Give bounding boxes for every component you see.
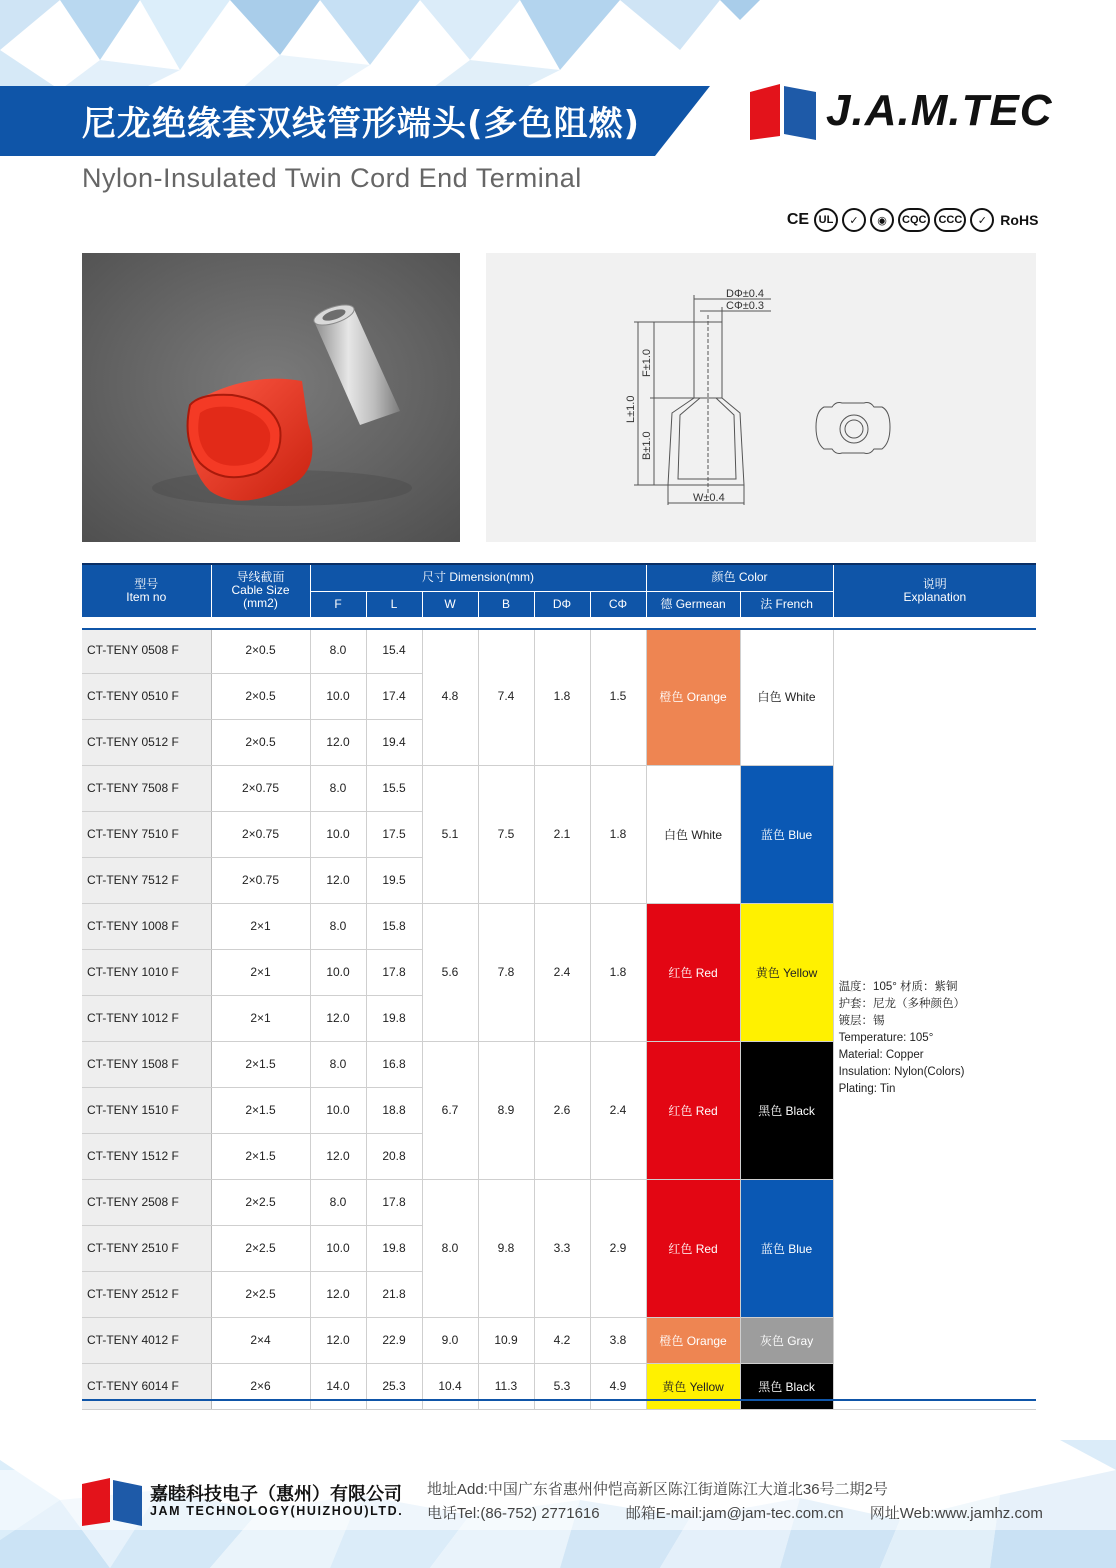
dim-l-cell: 19.8 [366,1225,422,1271]
item-no-cell: CT-TENY 1010 F [82,949,211,995]
cable-size-cell: 2×1.5 [211,1087,310,1133]
dim-d-cell: 2.6 [534,1041,590,1179]
dim-c-cell: 1.8 [590,765,646,903]
company-web[interactable]: 网址Web:www.jamhz.com [869,1505,1043,1522]
dim-w-cell: 6.7 [422,1041,478,1179]
dim-d-label: DΦ±0.4 [726,288,765,300]
dim-f-cell: 8.0 [310,765,366,811]
cable-size-cell: 2×1 [211,949,310,995]
header-b: B [478,591,534,617]
german-color-cell: 橙色 Orange [646,628,740,766]
header-cable: 导线截面 Cable Size (mm2) [211,565,310,617]
item-no-cell: CT-TENY 1510 F [82,1087,211,1133]
item-no-cell: CT-TENY 7512 F [82,857,211,903]
page-subtitle: Nylon-Insulated Twin Cord End Terminal [82,163,582,193]
dim-w-cell: 8.0 [422,1179,478,1317]
cable-size-cell: 2×0.75 [211,857,310,903]
item-no-cell: CT-TENY 1012 F [82,995,211,1041]
dim-w-cell: 5.1 [422,765,478,903]
dim-l-cell: 18.8 [366,1087,422,1133]
dim-b-cell: 7.4 [478,628,534,766]
dim-l-cell: 17.8 [366,949,422,995]
explanation-cell [833,628,1036,1410]
dim-l-cell: 17.8 [366,1179,422,1225]
dim-c-label: CΦ±0.3 [726,300,765,312]
french-color-cell: 灰色 Gray [740,1317,833,1363]
explanation-line: 护套：尼龙（多种颜色） [838,997,966,1010]
header-explanation: 说明 Explanation [833,565,1036,617]
explanation-line: 镀层：锡 [838,1014,885,1027]
dim-l-cell: 19.5 [366,857,422,903]
german-color-cell: 橙色 Orange [646,1317,740,1363]
dim-d-cell: 4.2 [534,1317,590,1363]
cable-size-cell: 2×0.75 [211,811,310,857]
header-l: L [366,591,422,617]
cable-size-cell: 2×1.5 [211,1133,310,1179]
french-color-cell: 黑色 Black [740,1363,833,1409]
cable-size-cell: 2×1 [211,995,310,1041]
dim-w-cell: 9.0 [422,1317,478,1363]
dim-l-cell: 22.9 [366,1317,422,1363]
explanation-line: Insulation: Nylon(Colors) [838,1065,965,1078]
french-color-cell: 白色 White [740,628,833,766]
dim-w-label: W±0.4 [693,492,725,504]
dim-w-cell: 5.6 [422,903,478,1041]
dim-b-cell: 11.3 [478,1363,534,1409]
cqc-mark-icon: CQC [898,208,930,232]
company-name-cn: 嘉睦科技电子（惠州）有限公司 [150,1484,402,1505]
dim-l-cell: 25.3 [366,1363,422,1409]
header-c: CΦ [590,591,646,617]
cable-size-cell: 2×2.5 [211,1225,310,1271]
dim-f-cell: 12.0 [310,719,366,765]
table-gap [82,617,1036,628]
header-german: 德 Germean [646,591,740,617]
dim-f-cell: 8.0 [310,1179,366,1225]
footer-logo [82,1478,144,1526]
dim-w-cell: 4.8 [422,628,478,766]
page-title: 尼龙绝缘套双线管形端头(多色阻燃) [82,104,641,144]
dim-l-cell: 17.5 [366,811,422,857]
dim-l-cell: 15.5 [366,765,422,811]
brand-name: J.A.M.TEC [826,86,1053,135]
dim-c-cell: 1.5 [590,628,646,766]
cable-size-cell: 2×4 [211,1317,310,1363]
cable-size-cell: 2×2.5 [211,1179,310,1225]
german-color-cell: 红色 Red [646,1179,740,1317]
table-body [82,617,1036,1409]
dim-l-cell: 21.8 [366,1271,422,1317]
check-mark-icon: ✓ [842,208,866,232]
dim-f-cell: 12.0 [310,995,366,1041]
item-no-cell: CT-TENY 4012 F [82,1317,211,1363]
dim-d-cell: 2.1 [534,765,590,903]
table-row [82,628,1036,674]
dim-c-cell: 1.8 [590,903,646,1041]
dim-f-cell: 10.0 [310,1225,366,1271]
german-color-cell: 红色 Red [646,903,740,1041]
item-no-cell: CT-TENY 7510 F [82,811,211,857]
explanation-line: Material: Copper [838,1048,924,1061]
dim-d-cell: 3.3 [534,1179,590,1317]
dim-b-cell: 7.8 [478,903,534,1041]
dim-l-cell: 16.8 [366,1041,422,1087]
german-color-cell: 黄色 Yellow [646,1363,740,1409]
item-no-cell: CT-TENY 2508 F [82,1179,211,1225]
ul-mark-icon: UL [814,208,838,232]
dim-d-cell: 5.3 [534,1363,590,1409]
company-address: 地址Add:中国广东省惠州仲恺高新区陈江街道陈江大道北36号二期2号 [427,1481,888,1498]
dim-l-cell: 20.8 [366,1133,422,1179]
header-item: 型号 Item no [82,565,211,617]
item-no-cell: CT-TENY 0510 F [82,673,211,719]
dim-f-cell: 12.0 [310,1317,366,1363]
dim-f-cell: 14.0 [310,1363,366,1409]
dim-l-label: L±1.0 [625,395,637,423]
dim-d-cell: 1.8 [534,628,590,766]
header-color: 颜色 Color [646,565,833,591]
dim-f-cell: 10.0 [310,1087,366,1133]
dim-f-cell: 8.0 [310,628,366,674]
dim-c-cell: 4.9 [590,1363,646,1409]
company-email[interactable]: 邮箱E-mail:jam@jam-tec.com.cn [625,1505,844,1522]
item-no-cell: CT-TENY 7508 F [82,765,211,811]
cable-size-cell: 2×1 [211,903,310,949]
item-no-cell: CT-TENY 1512 F [82,1133,211,1179]
shield-mark-icon: ◉ [870,208,894,232]
company-contact [427,1502,1043,1523]
explanation-line: Plating: Tin [838,1082,896,1095]
dim-b-cell: 7.5 [478,765,534,903]
dim-f-cell: 8.0 [310,903,366,949]
dim-c-cell: 2.9 [590,1179,646,1317]
german-color-cell: 白色 White [646,765,740,903]
item-no-cell: CT-TENY 6014 F [82,1363,211,1409]
dim-f-cell: 10.0 [310,673,366,719]
item-no-cell: CT-TENY 2510 F [82,1225,211,1271]
cable-size-cell: 2×0.75 [211,765,310,811]
ccc-mark-icon: CCC [934,208,966,232]
cable-size-cell: 2×2.5 [211,1271,310,1317]
product-photo [82,253,460,542]
ce-mark-icon: CE [786,211,810,228]
german-color-cell: 红色 Red [646,1041,740,1179]
dim-l-cell: 17.4 [366,673,422,719]
dim-w-cell: 10.4 [422,1363,478,1409]
header-decoration [0,0,1116,90]
header-w: W [422,591,478,617]
dim-l-cell: 15.8 [366,903,422,949]
dim-c-cell: 2.4 [590,1041,646,1179]
dim-f-cell: 12.0 [310,1271,366,1317]
dim-f-cell: 10.0 [310,949,366,995]
item-no-cell: CT-TENY 2512 F [82,1271,211,1317]
company-tel: 电话Tel:(86-752) 2771616 [427,1505,600,1522]
header-f: F [310,591,366,617]
header-underline [82,628,1036,630]
cable-size-cell: 2×0.5 [211,719,310,765]
dim-b-cell: 9.8 [478,1179,534,1317]
french-color-cell: 黑色 Black [740,1041,833,1179]
header-french: 法 French [740,591,833,617]
header-dimension: 尺寸 Dimension(mm) [310,565,646,591]
french-color-cell: 蓝色 Blue [740,765,833,903]
cable-size-cell: 2×6 [211,1363,310,1409]
dim-l-cell: 19.8 [366,995,422,1041]
header-d: DΦ [534,591,590,617]
cable-size-cell: 2×1.5 [211,1041,310,1087]
explanation-line: 温度：105° 材质：紫铜 [838,980,958,993]
certification-marks [786,206,1038,234]
explanation-line: Temperature: 105° [838,1031,934,1044]
spec-table [82,565,1036,1410]
dim-f-cell: 12.0 [310,857,366,903]
item-no-cell: CT-TENY 1008 F [82,903,211,949]
dim-b-cell: 10.9 [478,1317,534,1363]
cable-size-cell: 2×0.5 [211,673,310,719]
company-name-en: JAM TECHNOLOGY(HUIZHOU)LTD. [150,1504,404,1518]
sgs-mark-icon: ✓ [970,208,994,232]
table-bottom-rule [82,1399,1036,1401]
item-no-cell: CT-TENY 0512 F [82,719,211,765]
dim-l-cell: 19.4 [366,719,422,765]
item-no-cell: CT-TENY 0508 F [82,628,211,674]
dim-f-cell: 10.0 [310,811,366,857]
french-color-cell: 蓝色 Blue [740,1179,833,1317]
cable-size-cell: 2×0.5 [211,628,310,674]
french-color-cell: 黄色 Yellow [740,903,833,1041]
rohs-mark: RoHS [1000,212,1039,228]
dim-c-cell: 3.8 [590,1317,646,1363]
dim-f-label: F±1.0 [641,348,653,377]
dim-f-cell: 8.0 [310,1041,366,1087]
item-no-cell: CT-TENY 1508 F [82,1041,211,1087]
dim-b-cell: 8.9 [478,1041,534,1179]
dim-f-cell: 12.0 [310,1133,366,1179]
dim-b-label: B±1.0 [641,431,653,460]
dim-l-cell: 15.4 [366,628,422,674]
dim-d-cell: 2.4 [534,903,590,1041]
technical-drawing [486,253,1036,542]
